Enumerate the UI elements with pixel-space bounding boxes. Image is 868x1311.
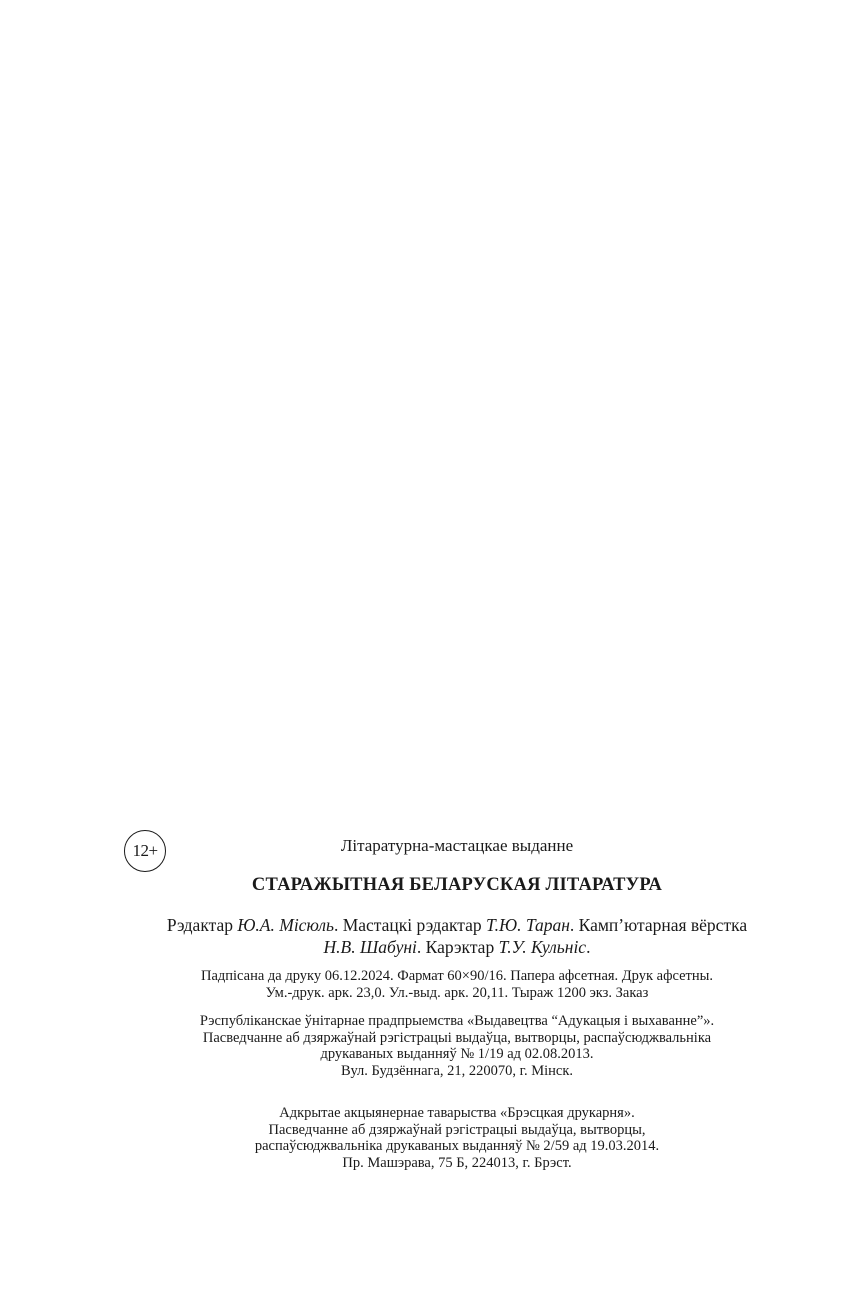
- layout-label: Камп’ютарная вёрстка: [578, 915, 748, 935]
- editor-label: Рэдактар: [166, 915, 233, 935]
- credits-line-1: Рэдактар Ю.А. Місюль. Мастацкі рэдактар Т.Ю. Таран. Камп’ютарная вёрстка: [166, 915, 748, 935]
- printer-line-4: Пр. Машэрава, 75 Б, 224013, г. Брэст.: [342, 1154, 572, 1171]
- publisher-line-2: Пасведчанне аб дзяржаўнай рэгістрацыі выдаўца, вытворцы, распаўсюджвальніка: [202, 1029, 712, 1046]
- publisher-line-1: Рэспубліканскае ўнітарнае прадпрыемства «Выдавецтва “Адукацыя і выхаванне”».: [199, 1013, 715, 1029]
- credits: [100, 914, 814, 958]
- printer-line-3: распаўсюджвальніка друкаваных выданняў № 2/59 ад 19.03.2014.: [254, 1138, 660, 1154]
- credits-line-2: Н.В. Шабуні. Карэктар Т.У. Кульніс.: [323, 937, 591, 957]
- printer-line-2: Пасведчанне аб дзяржаўнай рэгістрацыі выдаўца, вытворцы,: [268, 1121, 646, 1138]
- publisher-line-3: друкаваных выданняў № 1/19 ад 02.08.2013.: [320, 1046, 594, 1062]
- art-editor-label: Мастацкі рэдактар: [342, 915, 482, 935]
- proofreader-name: Т.У. Кульніс: [498, 937, 587, 957]
- publisher-info: [100, 1013, 814, 1079]
- printer-line-1: Адкрытае акцыянернае таварыства «Брэсцкая друкарня».: [279, 1105, 635, 1121]
- layout-name: Н.В. Шабуні: [323, 937, 417, 957]
- genre-line: Літаратурна-мастацкае выданне: [340, 836, 574, 855]
- age-rating-text: 12+: [132, 841, 158, 860]
- printer-info: [100, 1105, 814, 1171]
- print-info-line-1: Падпісана да друку 06.12.2024. Фармат 60×90/16. Папера афсетная. Друк афсетны.: [200, 968, 714, 984]
- art-editor-name: Т.Ю. Таран: [486, 915, 570, 935]
- proofreader-label: Карэктар: [425, 937, 495, 957]
- editor-name: Ю.А. Місюль: [237, 915, 334, 935]
- print-info-line-2: Ум.-друк. арк. 23,0. Ул.-выд. арк. 20,11. Тыраж 1200 экз. Заказ: [265, 984, 649, 1001]
- print-info: [100, 968, 814, 1001]
- publisher-line-4: Вул. Будзённага, 21, 220070, г. Мінск.: [340, 1062, 574, 1079]
- book-title: СТАРАЖЫТНАЯ БЕЛАРУСКАЯ ЛІТАРАТУРА: [251, 875, 663, 895]
